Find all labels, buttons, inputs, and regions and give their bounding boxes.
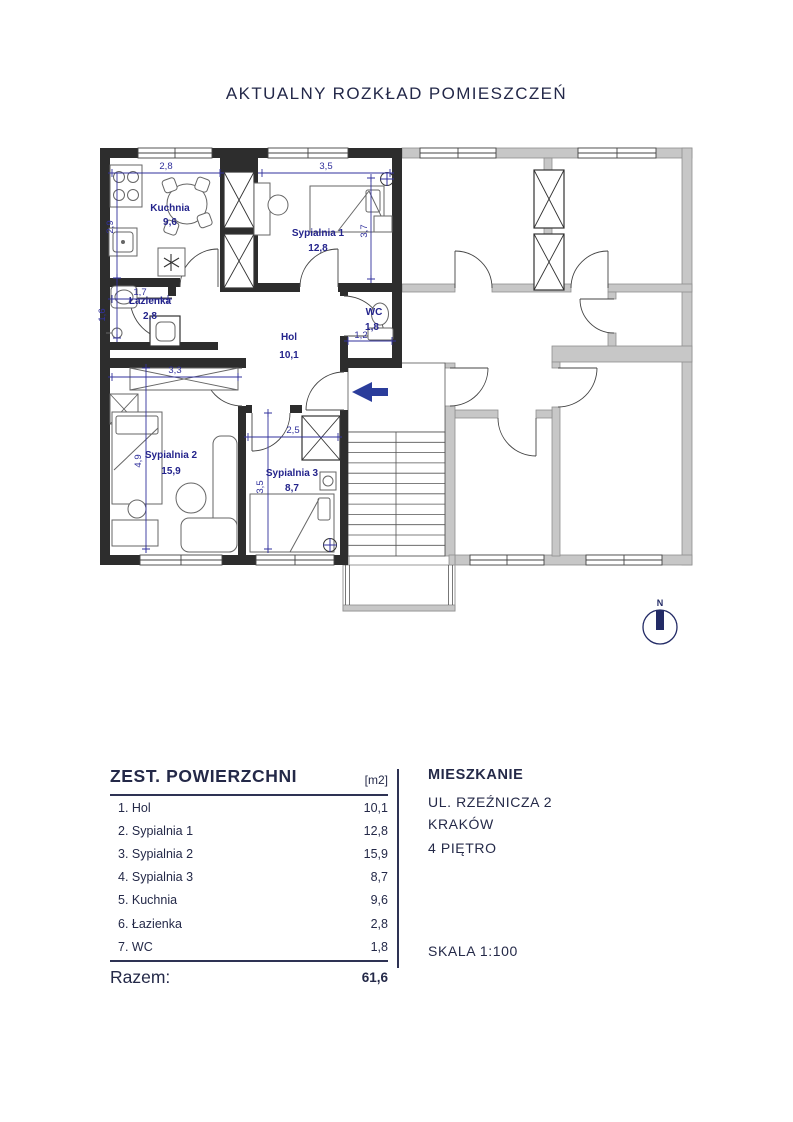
compass-north-label: N [656, 598, 664, 608]
table-total-row [110, 960, 388, 988]
table-row [110, 935, 388, 958]
dim-kuchnia-width: 2,8 [159, 161, 173, 172]
room-area-lazienka: 2,8 [143, 311, 157, 322]
row-value: 1,8 [370, 939, 388, 954]
room-area-sypialnia3: 8,7 [285, 483, 299, 494]
table-row [110, 866, 388, 889]
table-row [110, 889, 388, 912]
floor-plan [95, 140, 715, 670]
dim-wc-width: 1,2 [354, 330, 368, 341]
room-label-kuchnia: Kuchnia [150, 203, 190, 214]
area-table-unit: [m2] [364, 773, 388, 787]
room-label-sypialnia1: Sypialnia 1 [291, 228, 345, 239]
row-label: 1. Hol [118, 800, 151, 815]
table-row [110, 819, 388, 842]
dim-sypialnia1-width: 3,5 [319, 161, 333, 172]
table-row [110, 796, 388, 819]
room-label-lazienka: Łazienka [128, 296, 172, 307]
row-label: 3. Sypialnia 2 [118, 846, 194, 861]
area-summary-table [110, 766, 388, 988]
table-row [110, 842, 388, 865]
row-value: 15,9 [363, 846, 388, 861]
dim-lazienka-height: 1,6 [97, 308, 108, 322]
area-table-title: ZEST. POWIERZCHNI [110, 766, 298, 786]
dim-lazienka-width: 1,7 [133, 287, 147, 298]
scale-label: SKALA 1:100 [428, 943, 518, 959]
row-value: 8,7 [370, 870, 388, 885]
floor-line: 4 PIĘTRO [428, 840, 497, 856]
total-value: 61,6 [361, 970, 388, 986]
room-label-hol: Hol [280, 332, 298, 343]
dim-sypialnia3-width: 2,5 [286, 425, 300, 436]
city-line: KRAKÓW [428, 816, 494, 832]
row-label: 4. Sypialnia 3 [118, 870, 194, 885]
area-table-header [110, 766, 388, 796]
row-label: 2. Sypialnia 1 [118, 823, 194, 838]
room-area-sypialnia2: 15,9 [161, 466, 181, 477]
address-line: UL. RZEŹNICZA 2 [428, 794, 553, 810]
dim-sypialnia1-height: 3,7 [359, 224, 370, 238]
room-area-kuchnia: 9,6 [163, 217, 177, 228]
room-label-wc: WC [365, 307, 383, 318]
room-label-sypialnia3: Sypialnia 3 [265, 468, 319, 479]
vertical-divider [397, 769, 399, 968]
room-label-sypialnia2: Sypialnia 2 [144, 450, 198, 461]
row-value: 12,8 [363, 823, 388, 838]
dim-kuchnia-height: 2,9 [105, 220, 116, 234]
room-area-sypialnia1: 12,8 [308, 243, 328, 254]
dim-sypialnia2-width: 3,3 [168, 365, 182, 376]
total-label: Razem: [110, 967, 171, 988]
dim-sypialnia3-height: 3,5 [255, 480, 266, 494]
table-row [110, 912, 388, 935]
page-title: AKTUALNY ROZKŁAD POMIESZCZEŃ [225, 84, 568, 103]
apartment-info [428, 767, 552, 856]
room-area-wc: 1,8 [365, 322, 379, 333]
north-compass-icon [643, 598, 677, 644]
building-type: MIESZKANIE [428, 767, 524, 783]
row-value: 10,1 [363, 800, 388, 815]
row-value: 2,8 [370, 916, 388, 931]
row-label: 5. Kuchnia [118, 893, 178, 908]
row-label: 6. Łazienka [118, 916, 182, 931]
row-label: 7. WC [118, 939, 153, 954]
room-area-hol: 10,1 [279, 350, 299, 361]
dim-sypialnia2-height: 4,9 [133, 454, 144, 468]
staircase [343, 363, 455, 611]
row-value: 9,6 [370, 893, 388, 908]
